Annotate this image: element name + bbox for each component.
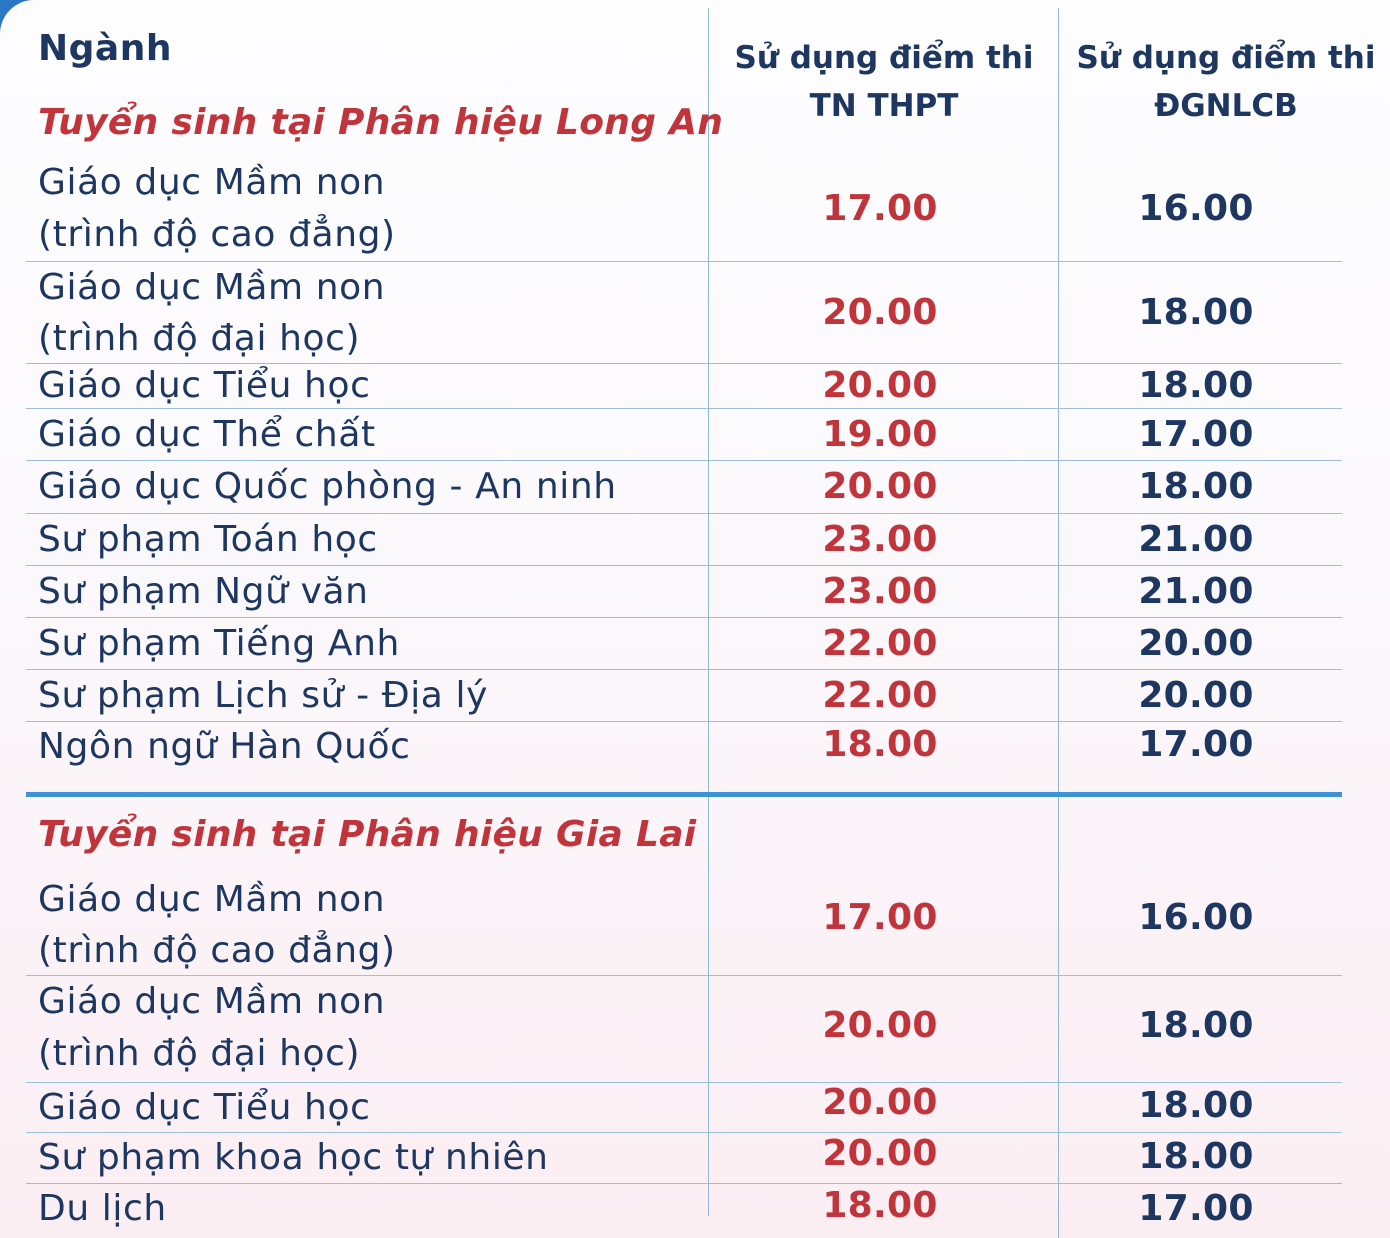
table-row xyxy=(26,262,1342,364)
row-name-line1: Giáo dục Mầm non xyxy=(38,981,386,1022)
row-name-line1: Giáo dục Mầm non xyxy=(38,879,386,920)
score-tn-thpt: 20.00 xyxy=(822,365,938,406)
score-dgnlcb: 18.00 xyxy=(1138,466,1254,507)
score-dgnlcb: 18.00 xyxy=(1138,1005,1254,1046)
row-name: Sư phạm Toán học xyxy=(38,519,378,560)
score-dgnlcb: 17.00 xyxy=(1138,414,1254,455)
score-dgnlcb: 17.00 xyxy=(1138,724,1254,765)
row-name: Giáo dục Tiểu học xyxy=(38,365,371,406)
row-name xyxy=(38,976,385,1080)
score-tn-thpt: 19.00 xyxy=(822,414,938,455)
header-tn-thpt xyxy=(714,34,1054,130)
score-tn-thpt: 18.00 xyxy=(822,1185,938,1226)
score-tn-thpt: 22.00 xyxy=(822,623,938,664)
row-name xyxy=(38,157,396,261)
score-tn-thpt: 23.00 xyxy=(822,519,938,560)
header-tn-thpt-line1: Sử dụng điểm thi xyxy=(734,40,1034,76)
row-name: Du lịch xyxy=(38,1188,167,1229)
score-dgnlcb: 17.00 xyxy=(1138,1188,1254,1229)
row-name: Giáo dục Tiểu học xyxy=(38,1087,371,1128)
score-tn-thpt: 22.00 xyxy=(822,675,938,716)
row-name xyxy=(38,262,385,364)
table-row xyxy=(26,514,1342,566)
table-row xyxy=(26,157,1342,262)
row-name-line1: Giáo dục Mầm non xyxy=(38,267,386,308)
score-dgnlcb: 18.00 xyxy=(1138,292,1254,333)
score-dgnlcb: 16.00 xyxy=(1138,188,1254,229)
score-dgnlcb: 20.00 xyxy=(1138,675,1254,716)
header-dgnlcb-line1: Sử dụng điểm thi xyxy=(1076,40,1376,76)
score-tn-thpt: 17.00 xyxy=(822,188,938,229)
table-row xyxy=(26,461,1342,514)
table-row xyxy=(26,1184,1342,1238)
row-name: Sư phạm Lịch sử - Địa lý xyxy=(38,675,489,716)
table-row xyxy=(26,874,1342,976)
row-name: Ngôn ngữ Hàn Quốc xyxy=(38,726,411,767)
row-name: Sư phạm khoa học tự nhiên xyxy=(38,1137,549,1178)
row-name-line2: (trình độ cao đẳng) xyxy=(38,214,396,255)
row-name-line2: (trình độ đại học) xyxy=(38,1033,361,1074)
header-dgnlcb-line2: ĐGNLCB xyxy=(1154,88,1298,124)
score-tn-thpt: 20.00 xyxy=(822,292,938,333)
table-row xyxy=(26,722,1342,772)
row-name: Sư phạm Ngữ văn xyxy=(38,571,369,612)
score-tn-thpt: 20.00 xyxy=(822,1082,938,1123)
score-dgnlcb: 18.00 xyxy=(1138,1085,1254,1126)
table-row xyxy=(26,670,1342,722)
score-tn-thpt: 17.00 xyxy=(822,897,938,938)
table-row xyxy=(26,618,1342,670)
header-tn-thpt-line2: TN THPT xyxy=(809,88,959,124)
table-row xyxy=(26,1083,1342,1133)
row-name-line2: (trình độ cao đẳng) xyxy=(38,930,396,971)
score-dgnlcb: 18.00 xyxy=(1138,365,1254,406)
row-name-line1: Giáo dục Mầm non xyxy=(38,162,386,203)
section-title-long-an: Tuyển sinh tại Phân hiệu Long An xyxy=(38,102,724,143)
score-tn-thpt: 20.00 xyxy=(822,1133,938,1174)
header-nganh: Ngành xyxy=(38,28,172,69)
section-title-gia-lai: Tuyển sinh tại Phân hiệu Gia Lai xyxy=(38,814,697,855)
header-dgnlcb xyxy=(1062,34,1390,130)
table-row xyxy=(26,976,1342,1083)
score-tn-thpt: 20.00 xyxy=(822,466,938,507)
score-tn-thpt: 23.00 xyxy=(822,571,938,612)
score-dgnlcb: 20.00 xyxy=(1138,623,1254,664)
score-tn-thpt: 18.00 xyxy=(822,724,938,765)
row-name xyxy=(38,874,396,976)
score-tn-thpt: 20.00 xyxy=(822,1005,938,1046)
row-name: Giáo dục Thể chất xyxy=(38,414,376,455)
row-name: Giáo dục Quốc phòng - An ninh xyxy=(38,466,617,507)
table-row xyxy=(26,409,1342,461)
score-dgnlcb: 16.00 xyxy=(1138,897,1254,938)
table-row xyxy=(26,566,1342,618)
row-name-line2: (trình độ đại học) xyxy=(38,318,361,359)
section-divider xyxy=(26,792,1342,797)
score-dgnlcb: 21.00 xyxy=(1138,519,1254,560)
row-name: Sư phạm Tiếng Anh xyxy=(38,623,400,664)
table-row xyxy=(26,364,1342,409)
table-row xyxy=(26,1133,1342,1184)
score-dgnlcb: 21.00 xyxy=(1138,571,1254,612)
score-dgnlcb: 18.00 xyxy=(1138,1136,1254,1177)
